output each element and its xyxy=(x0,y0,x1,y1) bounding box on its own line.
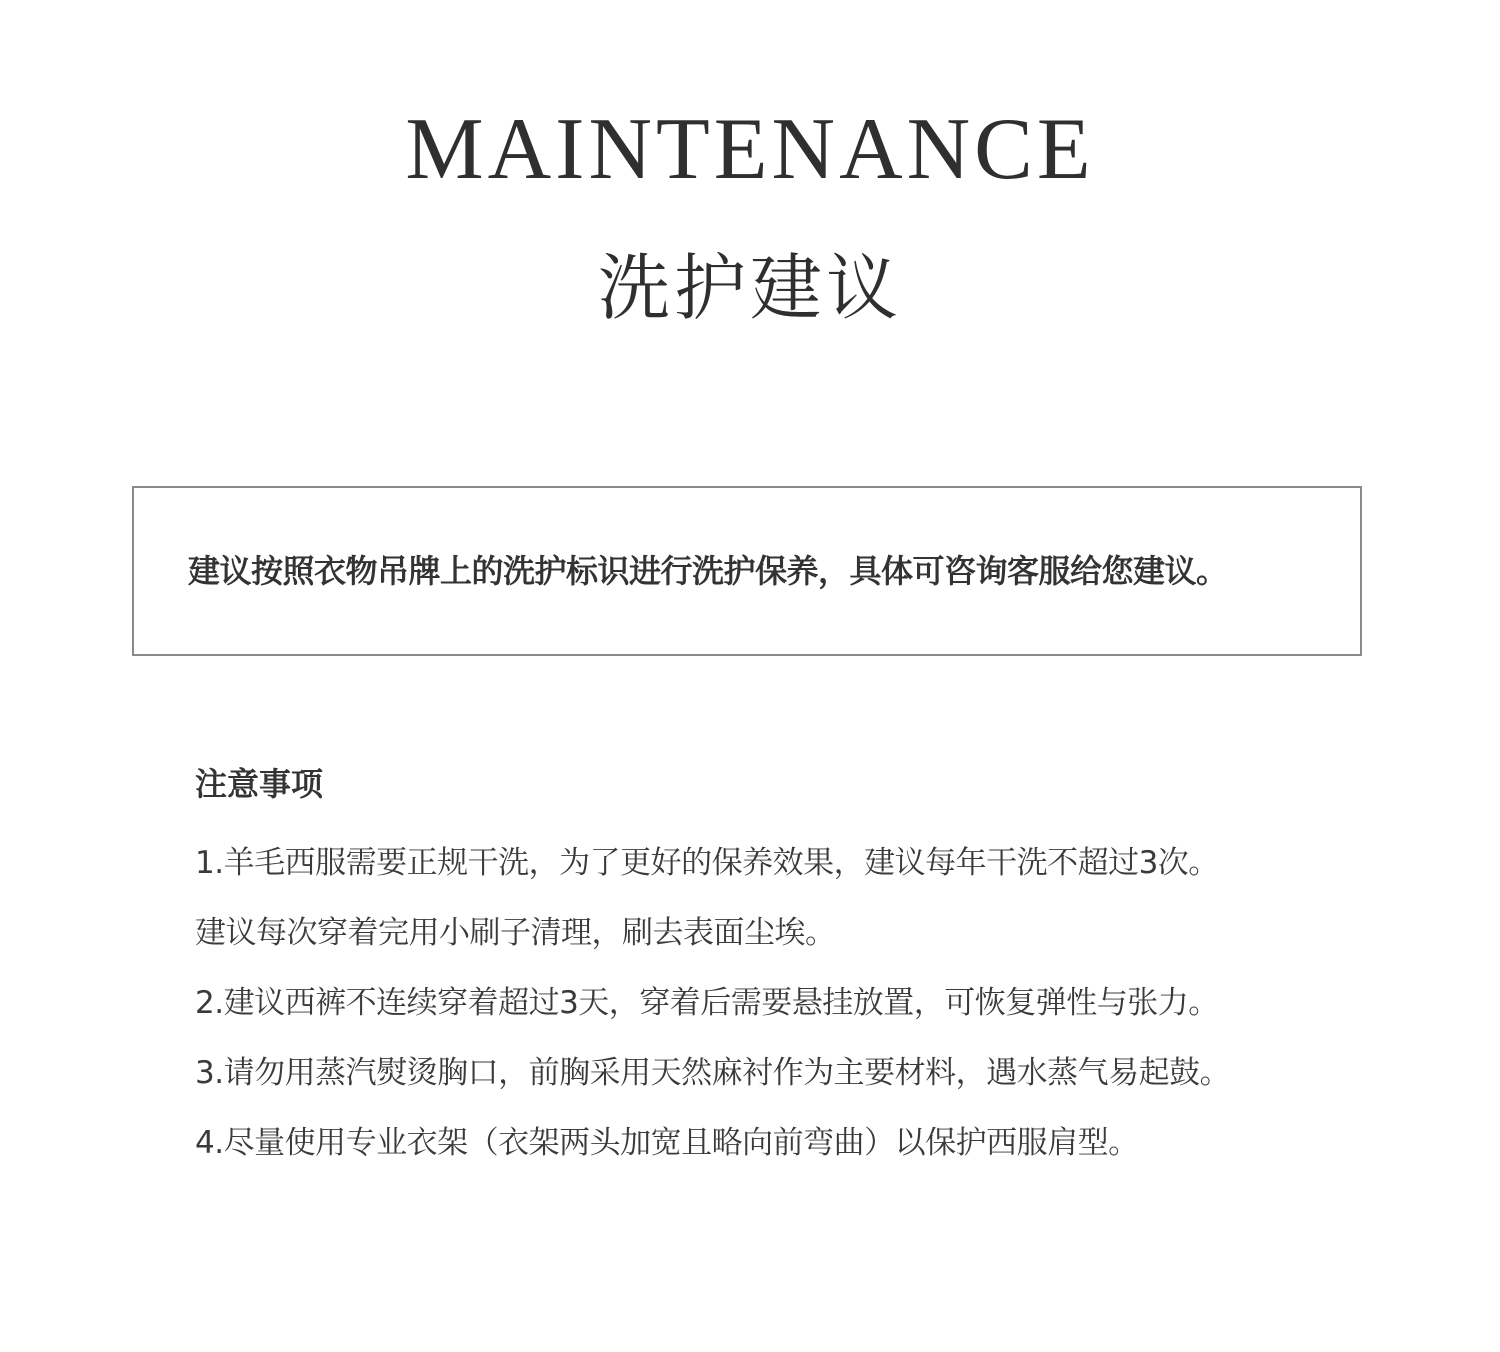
care-notice-text: 建议按照衣物吊牌上的洗护标识进行洗护保养，具体可咨询客服给您建议。 xyxy=(188,552,1228,590)
care-instruction-line: 3.请勿用蒸汽熨烫胸口，前胸采用天然麻衬作为主要材料，遇水蒸气易起鼓。 xyxy=(195,1055,1231,1091)
care-instructions-section xyxy=(195,760,1395,1178)
page-title-english: MAINTENANCE xyxy=(405,101,1095,198)
care-instructions-heading: 注意事项 xyxy=(195,765,324,803)
care-instructions-list xyxy=(195,828,1395,1178)
care-instruction-line: 建议每次穿着完用小刷子清理，刷去表面尘埃。 xyxy=(195,915,836,951)
page-title-chinese: 洗护建议 xyxy=(597,246,902,330)
care-instruction-line: 1.羊毛西服需要正规干洗，为了更好的保养效果，建议每年干洗不超过3次。 xyxy=(195,845,1219,881)
care-notice-box xyxy=(132,486,1362,656)
care-instruction-line: 4.尽量使用专业衣架（衣架两头加宽且略向前弯曲）以保护西服肩型。 xyxy=(195,1125,1139,1161)
care-instruction-line: 2.建议西裤不连续穿着超过3天，穿着后需要悬挂放置，可恢复弹性与张力。 xyxy=(195,985,1219,1021)
